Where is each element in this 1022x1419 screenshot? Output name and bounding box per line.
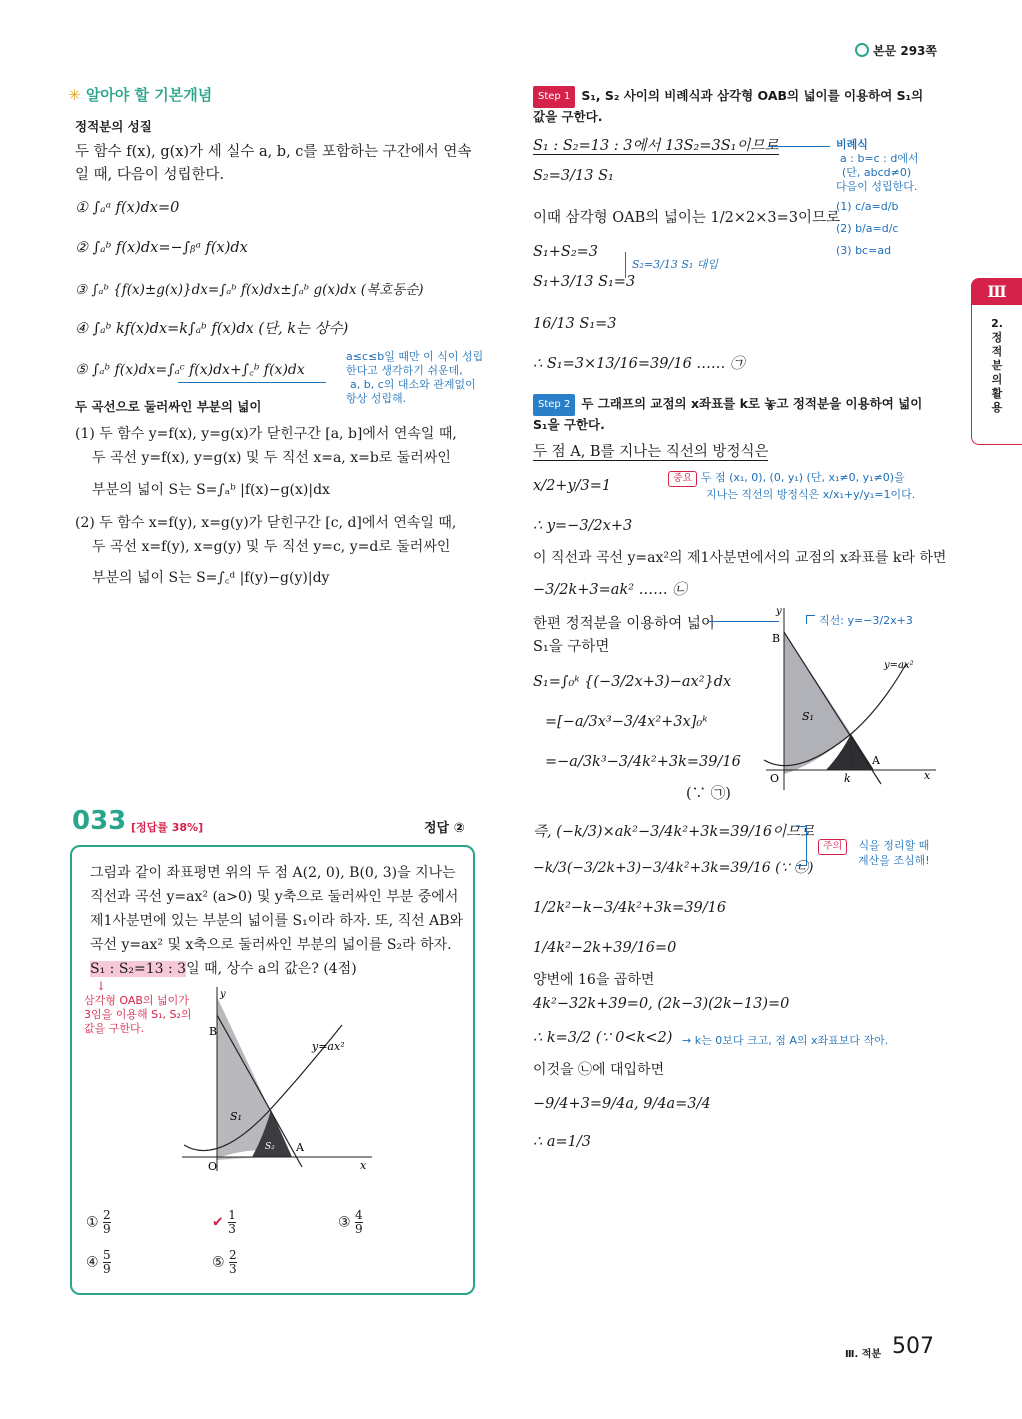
bracket [796,826,807,866]
problem-line4: 곡선 y=ax² 및 x축으로 둘러싸인 부분의 넓이를 S₂라 하자. [90,937,452,953]
step1-title-line2: 값을 구한다. [533,109,603,124]
circle-icon [855,43,869,57]
area-rule-1-line3: 부분의 넓이 S는 S=∫ₐᵇ |f(x)−g(x)|dx [92,482,330,498]
graph-s1-label: S₁ [230,1110,242,1123]
page-reference: 본문 293쪽 [855,42,937,59]
problem-answer: 정답 ② [424,821,465,836]
sol-m1: 두 점 A, B를 지나는 직선의 방정식은 [533,444,769,460]
lightbulb-icon: ✳ [68,86,81,104]
sol-l6: 16/13 S₁=3 [533,316,617,332]
footer-chapter: Ⅲ. 적분 [845,1349,882,1360]
graph-a-label: A [296,1141,304,1154]
property-5: ⑤ ∫ₐᵇ f(x)dx=∫ₐᶜ f(x)dx+∫꜀ᵇ f(x)dx [75,362,305,378]
problem-line3: 제1사분면에 있는 부분의 넓이를 S₁이라 하자. 또, 직선 AB와 [90,913,464,929]
graph-s2-label: S₂ [265,1142,275,1152]
graph-curve-label: y=ax² [312,1040,345,1053]
caution-note [818,838,847,855]
choice-1[interactable]: ① $\frac{2}{9}$ [86,1208,111,1236]
line-equation-note: 중요 두 점 (x₁, 0), (0, y₁) (단, x₁≠0, y₁≠0)을 지나는 직선의 방정식은 x/x₁+y/y₁=1이다. [668,470,915,503]
problem-box [70,845,475,1295]
sol-n2: −k/3(−3/2k+3)−3/4k²+3k=39/16 (∵ ㉡) [533,860,814,876]
ratio-highlight: S₁ : S₂=13 : 3 [90,961,187,977]
sol-m4: 이 직선과 곡선 y=ax²의 제1사분면에서의 교점의 x좌표를 k라 하면 [533,550,947,566]
step1-title: Step 1 S₁, S₂ 사이의 비례식과 삼각형 OAB의 넓이를 이용하여 S₁의 [533,86,923,108]
area-rule-1-line1: (1) 두 함수 y=f(x), y=g(x)가 닫힌구간 [a, b]에서 연속일 때, [75,426,457,442]
section-label: 2. 정 적 분 의 활 용 [991,317,1003,414]
caution-text: 식을 정리할 때 계산을 조심해! [858,839,930,867]
property5-note: a≤c≤b일 때만 이 식이 성립 한다고 생각하기 쉬운데, a, b, c의 대소와 관계없이 항상 성립해. [346,350,484,405]
choice-3[interactable]: ③ $\frac{4}{9}$ [338,1208,363,1236]
concept-intro1: 두 함수 f(x), g(x)가 세 실수 a, b, c를 포함하는 구간에서 연속 [75,144,472,160]
problem-line2: 직선과 곡선 y=ax² (a>0) 및 y축으로 둘러싸인 부분 중에서 [90,889,459,905]
underline-connector [178,382,326,383]
checkmark-icon: ✔ [212,1214,224,1231]
sol-n5: 양변에 16을 곱하면 [533,972,655,988]
graph-y-label: y [220,989,226,1000]
arrow-line [768,146,830,147]
sol-m9: =[−a/3x³−3/4x²+3x]₀ᵏ [545,714,708,730]
sol-n3: 1/2k²−k−3/4k²+3k=39/16 [533,900,727,916]
proportion-note: 비례식 a : b=c : d에서 (단, abcd≠0) 다음이 성립한다. (1) c/a=d/b (2) b/a=d/c (3) bc=ad [836,138,919,257]
concept-sub2: 두 곡선으로 둘러싸인 부분의 넓이 [75,399,262,414]
problem-rate: [정답률 38%] [131,821,204,834]
page-number: 507 [892,1334,934,1359]
problem-line1: 그림과 같이 좌표평면 위의 두 점 A(2, 0), B(0, 3)을 지나는 [90,865,456,881]
sol-m11: (∵ ㉠) [686,786,731,802]
sol-m8: S₁=∫₀ᵏ {(−3/2x+3)−ax²}dx [533,674,732,690]
sol-n9: −9/4+3=9/4a, 9/4a=3/4 [533,1096,711,1112]
sol-m6: 한편 정적분을 이용하여 넓이 [533,616,715,632]
graph-s1-label: S₁ [802,710,814,723]
problem-memo: 삼각형 OAB의 넓이가 3임을 이용해 S₁, S₂의 값을 구한다. [84,994,192,1035]
graph-b-label: B [772,632,781,645]
graph-k-label: k [844,772,851,785]
sol-l2: S₂=3/13 S₁ [533,168,614,184]
sol-n6: 4k²−32k+39=0, (2k−3)(2k−13)=0 [533,996,790,1012]
concept-sub1: 정적분의 성질 [75,119,152,134]
area-rule-2-line2: 두 곡선 x=f(y), x=g(y) 및 두 직선 y=c, y=d로 둘러싸인 [92,539,451,555]
sol-n10: ∴ a=1/3 [533,1134,591,1150]
graph-x-label: x [360,1159,367,1172]
connector-line [707,621,779,622]
choice-2[interactable]: ✔ $\frac{1}{3}$ [212,1208,236,1236]
choice-4[interactable]: ④ $\frac{5}{9}$ [86,1248,111,1276]
property-1: ① ∫ₐᵃ f(x)dx=0 [75,200,180,216]
line-equation-label: 직선: y=−3/2x+3 [806,612,913,628]
problem-line5: S₁ : S₂=13 : 3일 때, 상수 a의 값은? (4점) [90,961,357,977]
step2-title: Step 2 두 그래프의 교점의 x좌표를 k로 놓고 정적분을 이용하여 넓이 [533,394,922,416]
problem-number: 033 [72,806,127,836]
sol-n8: 이것을 ㉡에 대입하면 [533,1062,665,1078]
area-rule-1-line2: 두 곡선 y=f(x), y=g(x) 및 두 직선 x=a, x=b로 둘러싸인 [92,450,451,466]
caution-tag: 주의 [818,839,847,855]
sol-l3: 이때 삼각형 OAB의 넓이는 1/2×2×3=3이므로 [533,210,840,226]
sol-n1: 즉, (−k/3)×ak²−3/4k²+3k=39/16이므로 [533,824,815,840]
important-tag: 중요 [668,471,697,487]
step2-title-line2: S₁을 구한다. [533,417,605,432]
property-4: ④ ∫ₐᵇ kf(x)dx=k∫ₐᵇ f(x)dx (단, k는 상수) [75,321,349,337]
sol-l5: S₁+3/13 S₁=3 [533,274,636,290]
area-rule-2-line3: 부분의 넓이 S는 S=∫꜀ᵈ |f(y)−g(y)|dy [92,570,330,586]
sol-l1: S₁ : S₂=13 : 3에서 13S₂=3S₁이므로 [533,138,779,154]
sol-l4: S₁+S₂=3 [533,244,599,260]
graph-y-label: y [776,606,782,617]
k-range-note: → k는 0보다 크고, 점 A의 x좌표보다 작아. [682,1034,889,1047]
concept-intro2: 일 때, 다음이 성립한다. [75,167,225,183]
graph-origin-label: O [770,772,780,785]
solution-graph [756,604,946,794]
sol-l5-note: S₂=3/13 S₁ 대입 [625,252,718,278]
sol-m3: ∴ y=−3/2x+3 [533,518,633,534]
sol-n4: 1/4k²−2k+39/16=0 [533,940,677,956]
sol-m7: S₁을 구하면 [533,639,610,655]
graph-b-label: B [209,1025,218,1038]
graph-x-label: x [924,769,931,782]
sol-m10: =−a/3k³−3/4k²+3k=39/16 [545,754,741,770]
graph-origin-label: O [208,1160,218,1173]
problem-graph [172,985,392,1175]
choice-5[interactable]: ⑤ $\frac{2}{3}$ [212,1248,237,1276]
chapter-side-tab[interactable] [971,278,1022,445]
area-rule-2-line1: (2) 두 함수 x=f(y), x=g(y)가 닫힌구간 [c, d]에서 연속일 때, [75,515,457,531]
sol-m5: −3/2k+3=ak² …… ㉡ [533,582,687,598]
graph-a-label: A [872,754,880,767]
sol-n7: ∴ k=3/2 (∵ 0<k<2) [533,1030,673,1046]
property-2: ② ∫ₐᵇ f(x)dx=−∫ᵦᵃ f(x)dx [75,240,248,256]
property-3: ③ ∫ₐᵇ {f(x)±g(x)}dx=∫ₐᵇ f(x)dx±∫ₐᵇ g(x)dx (복호동순) [75,282,424,298]
sol-m2: x/2+y/3=1 [533,478,612,494]
memo-arrow-icon: ↓ [96,979,107,993]
concept-heading: ✳ 알아야 할 기본개념 [68,86,213,104]
graph-curve-label: y=ax² [884,660,914,671]
sol-l7: ∴ S₁=3×13/16=39/16 …… ㉠ [533,356,745,372]
chapter-number: Ⅲ [972,279,1022,305]
